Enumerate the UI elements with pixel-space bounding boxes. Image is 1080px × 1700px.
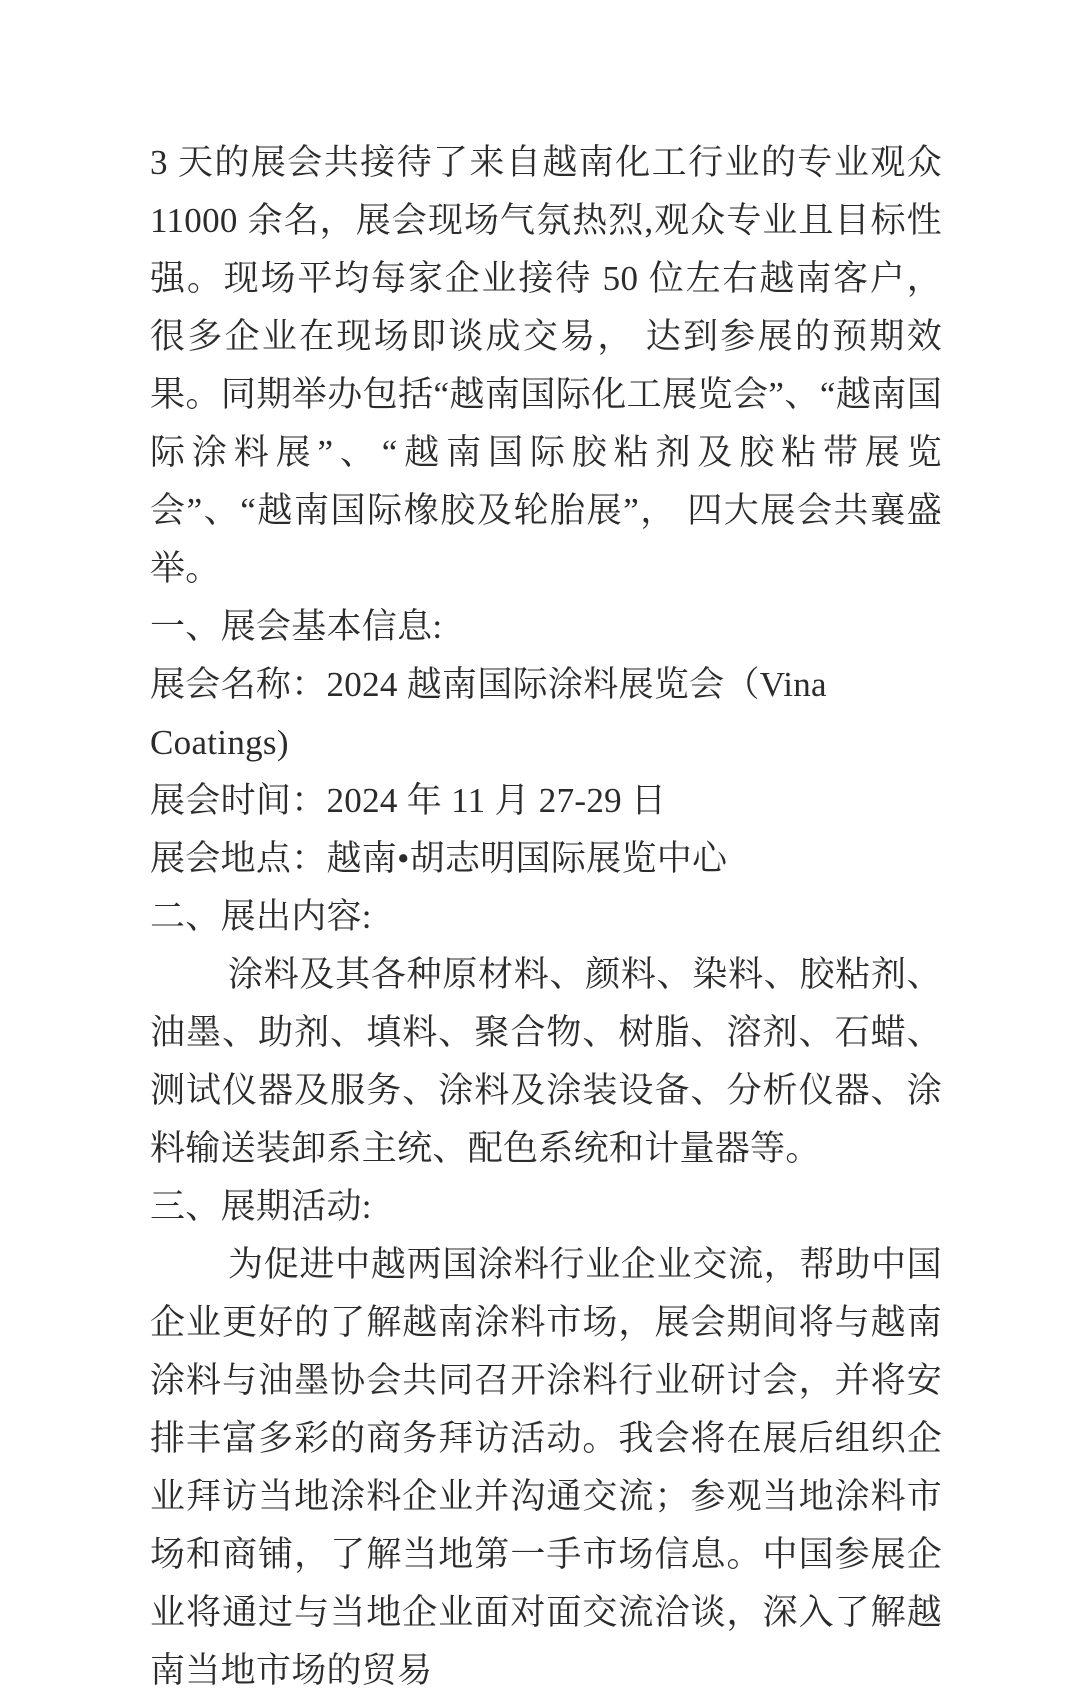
document-content xyxy=(150,134,942,1700)
section-3-heading: 三、展期活动: xyxy=(150,1187,372,1226)
section-2-heading: 二、展出内容: xyxy=(150,897,372,936)
exhibits-paragraph: 涂料及其各种原材料、颜料、染料、胶粘剂、油墨、助剂、填料、聚合物、树脂、溶剂、石蜡、测试仪器及服务、涂料及涂装设备、分析仪器、涂料输送装卸系主统、配色系统和计量器等。 xyxy=(150,955,942,1168)
exhibition-date-line: 展会时间：2024 年 11 月 27-29 日 xyxy=(150,781,667,820)
exhibition-venue-line: 展会地点：越南•胡志明国际展览中心 xyxy=(150,839,728,878)
intro-paragraph: 3 天的展会共接待了来自越南化工行业的专业观众 11000 余名，展会现场气氛热烈,观众专业且目标性强。现场平均每家企业接待 50 位左右越南客户， 很多企业在现场即谈成交易， 达到参展的预期效果。同期举办包括“越南国际化工展览会”、“越南国际涂料展”、“越南国际胶粘剂及胶粘带展览会”、“越南国际橡胶及轮胎展”， 四大展会共襄盛举。 xyxy=(150,143,942,588)
section-1-heading: 一、展会基本信息: xyxy=(150,607,443,646)
activities-paragraph: 为促进中越两国涂料行业企业交流，帮助中国企业更好的了解越南涂料市场，展会期间将与越南涂料与油墨协会共同召开涂料行业研讨会，并将安排丰富多彩的商务拜访活动。我会将在展后组织企业拜访当地涂料企业并沟通交流；参观当地涂料市场和商铺，了解当地第一手市场信息。中国参展企业将通过与当地企业面对面交流洽谈，深入了解越南当地市场的贸易 xyxy=(150,1245,942,1690)
exhibition-name-line: 展会名称：2024 越南国际涂料展览会（Vina Coatings) xyxy=(150,665,827,762)
